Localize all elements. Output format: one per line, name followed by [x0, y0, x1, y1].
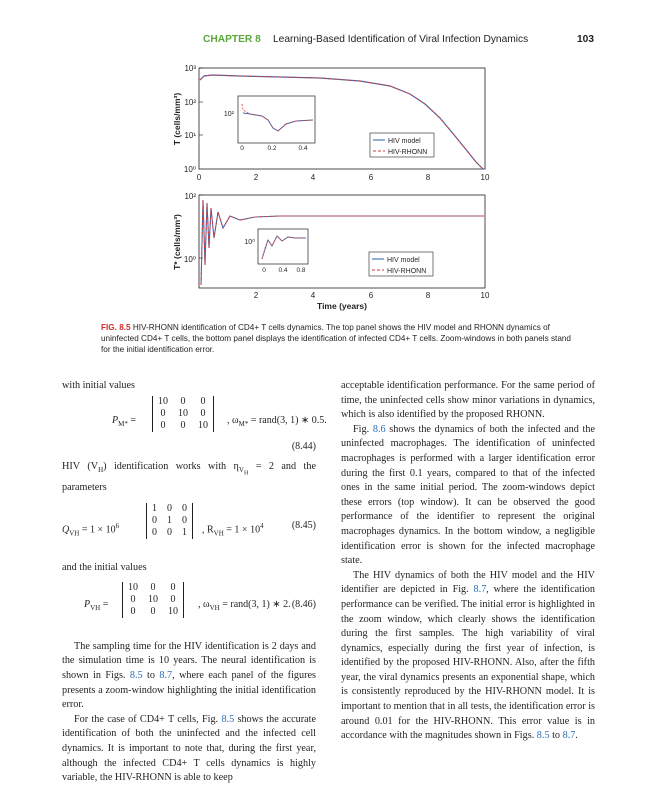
eq-sub: VH	[213, 529, 224, 538]
eq-symbol: P	[84, 598, 91, 610]
text: = 2 and the parameters	[62, 460, 316, 493]
paragraph	[62, 460, 316, 496]
eq-lhs: $P_{M*}$ =	[112, 414, 136, 428]
paragraph: and the initial values	[62, 562, 147, 574]
text: Fig.	[353, 423, 373, 435]
text: HIV (V	[62, 460, 99, 472]
top-x-ticks	[197, 173, 490, 182]
eq-rhs-text: , R	[202, 524, 214, 536]
x-axis-label: Time (years)	[317, 301, 367, 311]
sub: H	[98, 465, 104, 474]
eq-symbol: Q	[62, 524, 70, 536]
bottom-xtick-label: 2	[253, 291, 259, 300]
matrix-cell: 0	[167, 503, 172, 515]
figure-ref-link[interactable]: 8.5	[536, 730, 550, 742]
equation-number: (8.44)	[291, 440, 316, 452]
top-y-axis-label: T (cells/mm³)	[172, 92, 182, 146]
eq-rhs-text: , ω	[198, 598, 210, 610]
chapter-title: Learning-Based Identification of Viral Infection Dynamics	[273, 34, 529, 45]
top-zoom-xtick-label: 0.2	[267, 145, 277, 152]
matrix-cell: 0	[170, 581, 176, 593]
left-column	[62, 379, 327, 786]
top-zoom-xtick-label: 0	[240, 145, 244, 152]
bottom-xtick-label: 8	[425, 291, 431, 300]
bottom-ytick-label: 10²	[184, 192, 196, 201]
text: to	[142, 669, 160, 681]
top-xtick-label: 0	[196, 173, 202, 182]
equation-number: (8.46)	[291, 598, 316, 610]
eq-sup: 4	[260, 522, 264, 531]
bottom-xtick-label: 6	[368, 291, 374, 300]
eq-sub: VH	[69, 529, 80, 538]
top-xtick-label: 10	[480, 173, 490, 182]
text: ) identification works with η	[103, 460, 239, 472]
bottom-ytick-label: 10⁰	[183, 255, 196, 264]
bottom-zoom-xtick-label: 0	[262, 267, 266, 274]
eq-sub: M*	[238, 419, 249, 428]
figure-caption	[101, 322, 571, 355]
legend-label-rhonn: HIV-RHONN	[388, 149, 428, 156]
paragraph: with initial values	[62, 380, 135, 391]
paragraph	[341, 569, 595, 744]
text: shows the dynamics of both the infected and the uninfected macrophages. The identification of uninfected macrophages is performed with a larger identification error during the first 0.1 years, compared to that of the infected ones in the same initial period. The zoom-windows depict these errors (top window). It can be observed the good performance of the identifier to represent the original macrophages dynamics. In the bottom window, a negligible identification error is shown for the infected macrophage state.	[341, 423, 596, 567]
figure-caption-text: HIV-RHONN identification of CD4+ T cells dynamics. The top panel shows the HIV model and RHONN dynamics of uninfected CD4+ T cells, the bottom panel displays the identification of infected CD4+ T cells. Zoom-windows in both panels stand for the initial identification error.	[101, 323, 571, 354]
eq-rhs	[198, 598, 291, 616]
matrix	[152, 396, 214, 432]
matrix-cell: 0	[182, 515, 187, 527]
eq-rhs	[227, 414, 327, 432]
matrix-cell: 0	[160, 419, 166, 431]
text: , where the identification performance can be verified. The initial error is highlighted in the zoom window, which clearly shows the identification during the first samples. The high variability of viral dynamics, especially during the first year of infection, is identified by the proposed HIV-RHONN. Also, after the fifth year, the viral dynamics presents an exponential shape, which is consistently reproduced by the HIV-RHONN model. It is important to mention that in all tests, the identification error is around 0.01 for the HIV-RHONN. This error value is in accordance with the magnitudes shown in Figs.	[341, 584, 595, 742]
figure-ref-link[interactable]: 8.6	[372, 423, 386, 435]
paragraph: acceptable identification performance. For the same period of time, the uninfected cells show minor variations in dynamics, which is also identified by the proposed RHONN.	[341, 380, 595, 421]
matrix-cell: 10	[158, 395, 168, 407]
legend-label-model: HIV model	[387, 257, 420, 264]
equation-8-45	[62, 501, 316, 555]
matrix-cell: 0	[200, 407, 206, 419]
text: For the case of CD4+ T cells, Fig.	[74, 713, 222, 725]
top-xtick-label: 4	[310, 173, 316, 182]
matrix-cell: 1	[182, 527, 187, 539]
top-zoom-ytick: 10²	[223, 111, 234, 118]
matrix-cell: 0	[182, 503, 187, 515]
matrix-cell: 0	[152, 527, 157, 539]
eq-sup: 6	[115, 522, 120, 531]
equation-8-46	[62, 578, 316, 634]
eq-rhs-text: , ω	[227, 414, 239, 426]
matrix-cell: 0	[180, 395, 186, 407]
paragraph	[62, 640, 316, 713]
matrix-cell: 10	[148, 593, 158, 605]
matrix-cell: 10	[178, 407, 188, 419]
matrix	[122, 582, 184, 618]
matrix-cell: 0	[152, 515, 157, 527]
figure-caption-label: FIG. 8.5	[101, 323, 131, 332]
top-zoom-window	[238, 96, 315, 143]
paragraph	[341, 423, 595, 569]
bottom-zoom-ytick: 10⁰	[244, 239, 255, 246]
figure-ref-link[interactable]: 8.5	[129, 669, 143, 681]
text: The HIV dynamics of both the HIV model and the HIV identifier are depicted in Fig.	[341, 569, 595, 596]
bottom-zoom-xticks	[262, 267, 306, 274]
eq-text: = 1 × 10	[79, 524, 116, 536]
matrix-cell: 0	[150, 581, 156, 593]
top-zoom-xtick-label: 0.4	[298, 145, 308, 152]
top-ytick-label: 10⁰	[183, 165, 196, 174]
matrix-cell: 10	[128, 581, 138, 593]
figure-8-5	[0, 0, 648, 320]
text: shows the accurate identification of both the uninfected and the infected cell dynamics. It is important to note that, during the first year, although the infected CD4+ T cells dynamics is highly variable, the HIV-RHONN is able to keep	[62, 713, 316, 784]
matrix-cell: 0	[130, 593, 136, 605]
matrix-cell: 10	[198, 419, 208, 431]
eq-sub: VH	[209, 603, 220, 612]
eq-symbol: P	[112, 414, 119, 426]
right-column	[341, 379, 595, 744]
sub: V	[238, 465, 244, 474]
top-ytick-label: 10³	[184, 64, 196, 73]
text: .	[575, 730, 578, 742]
matrix-cell: 0	[160, 407, 166, 419]
equation-number: (8.45)	[291, 520, 316, 532]
matrix-cell: 0	[130, 605, 136, 617]
text: The sampling time for the HIV identification is 2 days and the simulation time is 10 years. The neural identification is shown in Figs.	[62, 640, 316, 681]
top-xtick-label: 8	[425, 173, 431, 182]
page-number: 103	[577, 34, 594, 45]
top-ytick-label: 10¹	[184, 131, 196, 140]
matrix-cell: 0	[167, 527, 172, 539]
top-zoom-xticks	[240, 145, 308, 152]
paragraph	[62, 713, 316, 786]
top-y-ticks	[184, 64, 203, 174]
top-xtick-label: 2	[253, 173, 259, 182]
figure-ref-link[interactable]: 8.5	[221, 713, 235, 725]
matrix-cell: 10	[168, 605, 178, 617]
equation-8-44	[62, 394, 327, 452]
legend-label-rhonn: HIV-RHONN	[387, 268, 427, 275]
bottom-xtick-label: 10	[480, 291, 490, 300]
matrix-cell: 0	[150, 605, 156, 617]
legend-label-model: HIV model	[388, 138, 421, 145]
eq-rhs-tail: = rand(3, 1) ∗ 2.	[219, 598, 291, 610]
top-xtick-label: 6	[368, 173, 374, 182]
text: , where each panel of the figures presents a zoom-window highlighting the initial identification error.	[62, 669, 316, 711]
bottom-zoom-xtick-label: 0.8	[296, 267, 306, 274]
chapter-label: CHAPTER 8	[203, 34, 261, 45]
bottom-xtick-label: 4	[310, 291, 316, 300]
matrix-cell: 0	[200, 395, 206, 407]
matrix-cell: 1	[167, 515, 172, 527]
sub: H	[243, 470, 249, 477]
matrix	[146, 503, 193, 539]
eq-rhs-tail: = 1 × 10	[223, 524, 261, 536]
bottom-axes-frame	[199, 195, 485, 288]
bottom-zoom-xtick-label: 0.4	[278, 267, 288, 274]
text: to	[549, 730, 563, 742]
eq-sub: VH	[90, 603, 101, 612]
matrix-cell: 0	[170, 593, 176, 605]
figure-ref-link[interactable]: 8.7	[159, 669, 173, 681]
figure-ref-link[interactable]: 8.7	[562, 730, 576, 742]
bottom-y-ticks	[184, 192, 203, 264]
eq-sub: M*	[118, 419, 128, 428]
bottom-x-ticks	[254, 291, 490, 300]
top-ytick-label: 10²	[184, 98, 196, 107]
matrix-cell: 0	[180, 419, 186, 431]
eq-rhs-tail: = rand(3, 1) ∗ 0.5.	[248, 414, 327, 426]
figure-ref-link[interactable]: 8.7	[473, 584, 487, 596]
eq-rhs	[202, 519, 264, 541]
eq-lhs	[62, 519, 119, 541]
matrix-cell: 1	[152, 503, 157, 515]
bottom-y-axis-label: T* (cells/mm³)	[172, 214, 182, 270]
eq-lhs: $P_{VH}$ =	[84, 598, 109, 612]
